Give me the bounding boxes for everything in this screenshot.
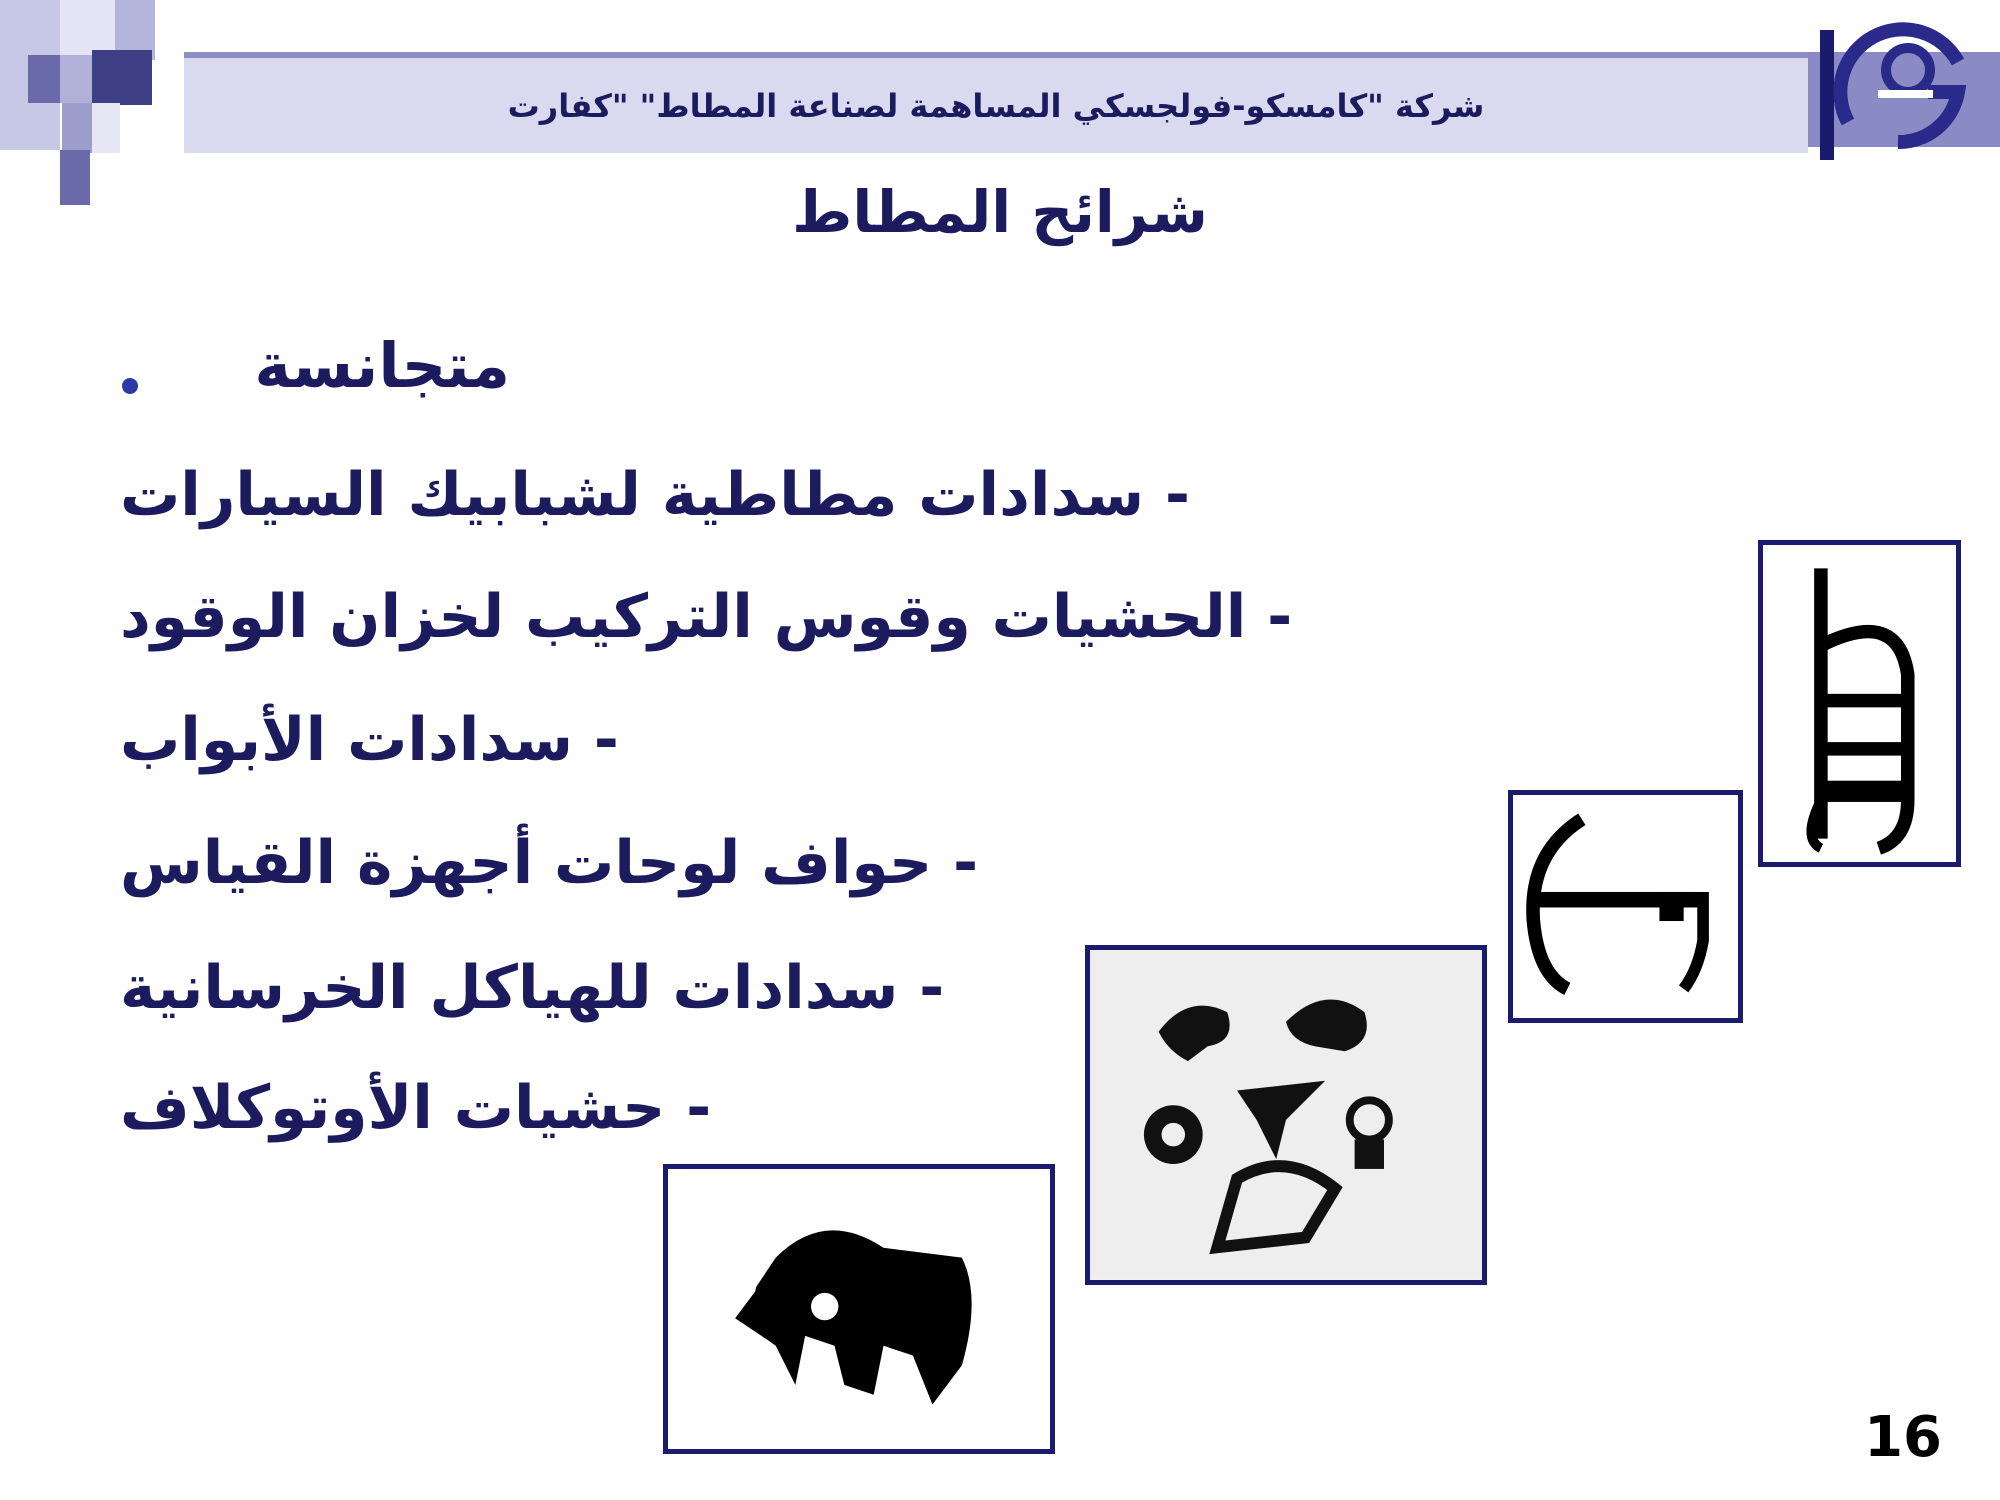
list-item: - حشيات الأوتوكلاف [120, 1073, 712, 1143]
company-logo-icon [1808, 22, 2000, 162]
company-name: شركة "كامسكو-فولجسكي المساهمة لصناعة المطاط" "كفارت [507, 86, 1485, 125]
rubber-profile-drawing-icon [668, 1169, 1050, 1449]
rubber-profile-image-2 [1508, 790, 1743, 1023]
rubber-parts-photo [1085, 945, 1487, 1285]
page-number: 16 [1864, 1405, 1942, 1470]
rubber-profile-drawing-icon [1513, 795, 1738, 1018]
decor-square [92, 50, 152, 105]
slide-title: شرائح المطاط [792, 178, 1208, 246]
decor-square [92, 103, 120, 153]
bullet-heading: متجانسة [254, 328, 510, 402]
rubber-profile-drawing-icon [1763, 545, 1956, 862]
list-item: - سدادات مطاطية لشبابيك السيارات [120, 460, 1190, 530]
list-item: - الحشيات وقوس التركيب لخزان الوقود [120, 582, 1293, 652]
list-item: - سدادات للهياكل الخرسانية [120, 953, 945, 1023]
decor-square [28, 55, 62, 103]
rubber-parts-photo-icon [1090, 950, 1482, 1280]
rubber-profile-image-3 [663, 1164, 1055, 1454]
rubber-profile-image-1 [1758, 540, 1961, 867]
decor-square [60, 55, 92, 103]
decor-square [62, 103, 92, 153]
list-item: - حواف لوحات أجهزة القياس [120, 828, 979, 898]
list-item: - سدادات الأبواب [120, 705, 619, 775]
